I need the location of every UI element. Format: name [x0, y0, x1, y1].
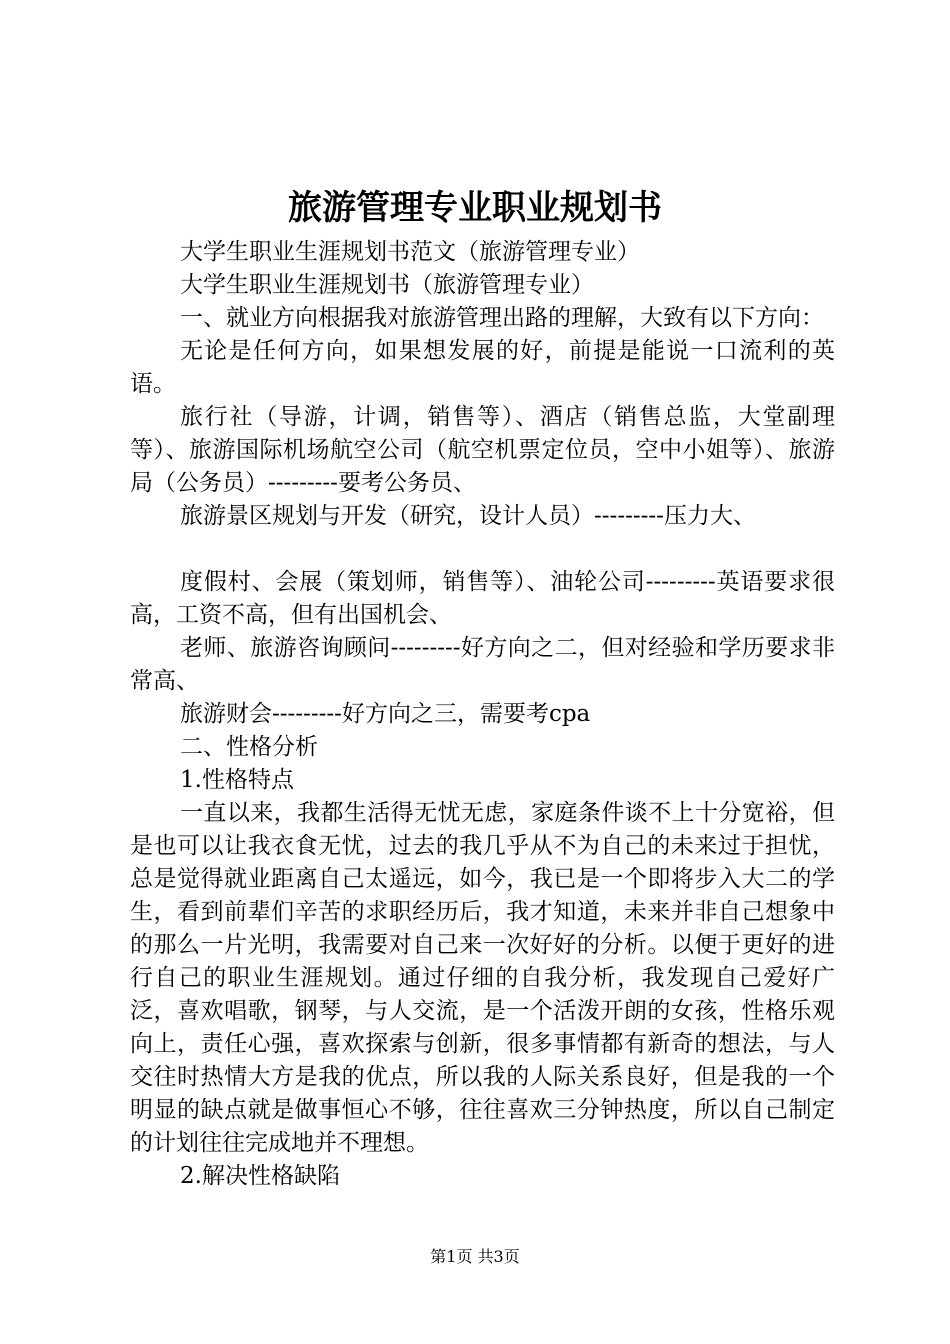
- subsection-heading: 2.解决性格缺陷: [180, 1163, 340, 1189]
- subsection-heading: 1.性格特点: [180, 767, 294, 793]
- document-title: 旅游管理专业职业规划书: [288, 188, 662, 228]
- paragraph: 一、就业方向根据我对旅游管理出路的理解，大致有以下方向：: [180, 305, 824, 331]
- paragraph: 一直以来，我都生活得无忧无虑，家庭条件谈不上十分宽裕，但是也可以让我衣食无忧，过去的我几乎从不为自己的未来过于担忧，总是觉得就业距离自己太遥远，如今，我已是一个即将步入大二的学生，看到前辈们辛苦的求职经历后，我才知道，未来并非自己想象中的那么一片光明，我需要对自己来一次好好的分析。以便于更好的进行自己的职业生涯规划。通过仔细的自我分析，我发现自己爱好广泛，喜欢唱歌，钢琴，与人交流，是一个活泼开朗的女孩，性格乐观向上，责任心强，喜欢探索与创新，很多事情都有新奇的想法，与人交往时热情大方是我的优点，所以我的人际关系良好，但是我的一个明显的缺点就是做事恒心不够，往往喜欢三分钟热度，所以自己制定的计划往往完成地并不理想。: [130, 800, 835, 1156]
- paragraph: 旅行社（导游，计调，销售等）、酒店（销售总监，大堂副理等）、旅游国际机场航空公司（航空机票定位员，空中小姐等）、旅游局（公务员）---------要考公务员、: [130, 404, 835, 496]
- paragraph: 大学生职业生涯规划书（旅游管理专业）: [180, 272, 594, 298]
- section-heading: 二、性格分析: [180, 734, 318, 760]
- document-body: [130, 236, 835, 1193]
- paragraph: 旅游景区规划与开发（研究，设计人员）---------压力大、: [180, 503, 756, 529]
- paragraph: 度假村、会展（策划师，销售等）、油轮公司---------英语要求很高，工资不高，但有出国机会、: [130, 569, 835, 628]
- page-number: 第1页 共3页: [430, 1247, 520, 1266]
- paragraph: 老师、旅游咨询顾问---------好方向之二，但对经验和学历要求非常高、: [130, 635, 835, 694]
- paragraph: 旅游财会---------好方向之三，需要考cpa: [180, 701, 591, 727]
- paragraph: 无论是任何方向，如果想发展的好，前提是能说一口流利的英语。: [130, 338, 835, 397]
- paragraph: 大学生职业生涯规划书范文（旅游管理专业）: [180, 239, 640, 265]
